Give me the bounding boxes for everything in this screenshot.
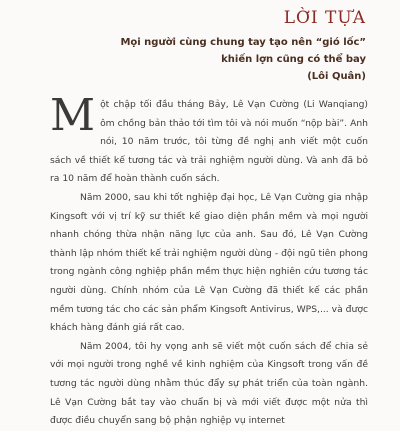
paragraph (50, 90, 368, 189)
paragraph: Năm 2004, tôi hy vọng anh sẽ viết một cuốn sách để chia sẻ với mọi người trong nghề về kinh nghiệm của Kingsoft trong vấn đề tương tác người dùng nhằm thúc đẩy sự phát triển của toàn ngành. Lê Vạn Cường bắt tay vào chuẩn bị và mới viết được một nửa thì được điều chuyển sang bộ phận nghiệp vụ internet (50, 340, 368, 427)
paragraph: Năm 2000, sau khi tốt nghiệp đại học, Lê Vạn Cường gia nhập Kingsoft với vị trí kỹ sư thiết kế giao diện phần mềm và mọi người nhanh chóng thừa nhận năng lực của anh. Sau đó, Lê Vạn Cường thành lập nhóm thiết kế trải nghiệm người dùng - đội ngũ tiên phong trong ngành công nghiệp phần mềm thực hiện nghiên cứu tương tác người dùng. Chính nhóm của Lê Vạn Cường đã thiết kế các phần mềm tương tác cho các sản phẩm Kingsoft Antivirus, WPS,... và được khách hàng đánh giá rất cao. (50, 191, 368, 334)
paragraph-text: ột chập tối đầu tháng Bảy, Lê Vạn Cường (Li Wanqiang) ôm chồng bản thảo tới tìm tôi và nói muốn “nộp bài”. Anh nói, 10 năm trước, tôi từng đề nghị anh viết một cuốn sách về thiết kế tương tác và trải nghiệm người dùng. Và anh đã bỏ ra 10 năm để hoàn thành cuốn sách. (50, 99, 368, 185)
body-text (50, 90, 368, 431)
epigraph (66, 34, 366, 85)
page-title: LỜI TỰA (283, 8, 366, 28)
drop-cap: M (50, 90, 96, 141)
epigraph-attribution: (Lôi Quân) (307, 71, 366, 82)
epigraph-line: khiến lợn cũng có thể bay (221, 54, 366, 65)
epigraph-line: Mọi người cùng chung tay tạo nên “gió lốc” (120, 37, 366, 48)
